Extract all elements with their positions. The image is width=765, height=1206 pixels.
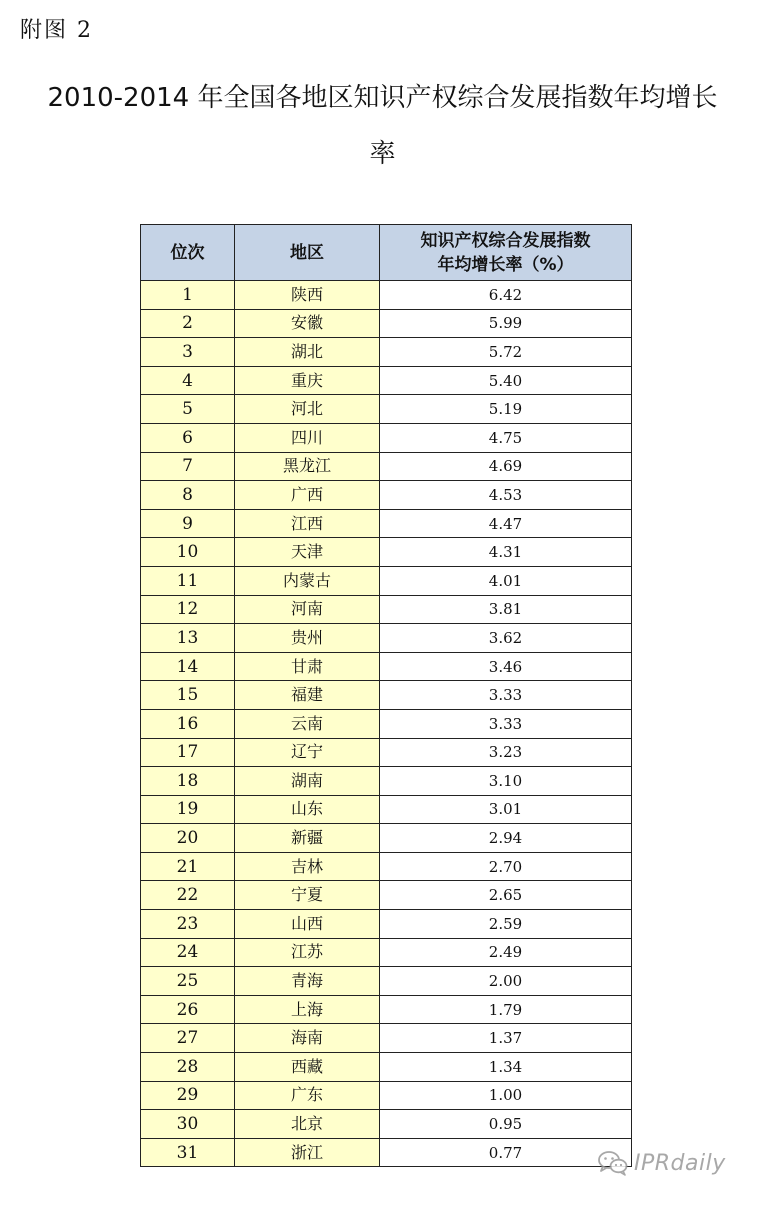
- value-cell: 3.46: [380, 652, 632, 681]
- table-row: [141, 395, 632, 424]
- region-cell: 山西: [235, 910, 380, 939]
- rank-cell: 19: [141, 795, 235, 824]
- region-cell: 湖北: [235, 338, 380, 367]
- rank-cell: 13: [141, 624, 235, 653]
- region-cell: 浙江: [235, 1138, 380, 1167]
- region-cell: 湖南: [235, 767, 380, 796]
- region-cell: 广西: [235, 481, 380, 510]
- region-cell: 内蒙古: [235, 566, 380, 595]
- value-cell: 3.10: [380, 767, 632, 796]
- rank-cell: 15: [141, 681, 235, 710]
- rank-cell: 11: [141, 566, 235, 595]
- rank-cell: 5: [141, 395, 235, 424]
- table-row: [141, 1024, 632, 1053]
- value-cell: 6.42: [380, 281, 632, 310]
- rank-cell: 31: [141, 1138, 235, 1167]
- region-cell: 黑龙江: [235, 452, 380, 481]
- region-cell: 陕西: [235, 281, 380, 310]
- table-row: [141, 1053, 632, 1082]
- value-cell: 2.00: [380, 967, 632, 996]
- growth-rate-table: [140, 224, 632, 1167]
- table-row: [141, 338, 632, 367]
- region-cell: 吉林: [235, 852, 380, 881]
- table-row: [141, 709, 632, 738]
- table-row: [141, 566, 632, 595]
- region-cell: 安徽: [235, 309, 380, 338]
- value-cell: 5.72: [380, 338, 632, 367]
- watermark: [598, 1150, 726, 1176]
- table-row: [141, 910, 632, 939]
- value-cell: 4.69: [380, 452, 632, 481]
- region-cell: 重庆: [235, 366, 380, 395]
- value-cell: 3.33: [380, 681, 632, 710]
- rank-cell: 7: [141, 452, 235, 481]
- rank-cell: 8: [141, 481, 235, 510]
- table-row: [141, 538, 632, 567]
- rank-cell: 17: [141, 738, 235, 767]
- table-row: [141, 1081, 632, 1110]
- table-row: [141, 938, 632, 967]
- region-cell: 云南: [235, 709, 380, 738]
- region-cell: 河南: [235, 595, 380, 624]
- region-cell: 江西: [235, 509, 380, 538]
- rank-cell: 27: [141, 1024, 235, 1053]
- wechat-icon: [598, 1150, 628, 1176]
- value-cell: 1.34: [380, 1053, 632, 1082]
- region-cell: 四川: [235, 423, 380, 452]
- value-cell: 2.65: [380, 881, 632, 910]
- value-cell: 2.94: [380, 824, 632, 853]
- value-cell: 5.40: [380, 366, 632, 395]
- rank-cell: 20: [141, 824, 235, 853]
- region-cell: 天津: [235, 538, 380, 567]
- region-cell: 海南: [235, 1024, 380, 1053]
- table-row: [141, 995, 632, 1024]
- value-cell: 3.33: [380, 709, 632, 738]
- table-row: [141, 309, 632, 338]
- rank-cell: 9: [141, 509, 235, 538]
- value-cell: 4.31: [380, 538, 632, 567]
- value-cell: 5.99: [380, 309, 632, 338]
- page-title: [0, 70, 765, 182]
- value-cell: 2.49: [380, 938, 632, 967]
- rank-cell: 4: [141, 366, 235, 395]
- region-cell: 宁夏: [235, 881, 380, 910]
- watermark-text: IPRdaily: [634, 1150, 726, 1176]
- rank-cell: 22: [141, 881, 235, 910]
- figure-label: 附图 2: [20, 18, 93, 43]
- region-cell: 甘肃: [235, 652, 380, 681]
- rank-cell: 3: [141, 338, 235, 367]
- header-value-line-2: 年均增长率（%）: [437, 254, 574, 275]
- region-cell: 新疆: [235, 824, 380, 853]
- rank-cell: 16: [141, 709, 235, 738]
- table-row: [141, 852, 632, 881]
- rank-cell: 1: [141, 281, 235, 310]
- value-cell: 1.79: [380, 995, 632, 1024]
- table-row: [141, 1138, 632, 1167]
- value-cell: 4.53: [380, 481, 632, 510]
- region-cell: 江苏: [235, 938, 380, 967]
- header-value: [380, 225, 632, 281]
- value-cell: 5.19: [380, 395, 632, 424]
- value-cell: 3.81: [380, 595, 632, 624]
- table-row: [141, 652, 632, 681]
- rank-cell: 18: [141, 767, 235, 796]
- title-line-2: 率: [369, 139, 396, 169]
- table-row: [141, 881, 632, 910]
- value-cell: 3.62: [380, 624, 632, 653]
- table-row: [141, 624, 632, 653]
- table-row: [141, 595, 632, 624]
- rank-cell: 30: [141, 1110, 235, 1139]
- table-row: [141, 767, 632, 796]
- table-body: [141, 281, 632, 1167]
- rank-cell: 14: [141, 652, 235, 681]
- region-cell: 河北: [235, 395, 380, 424]
- region-cell: 辽宁: [235, 738, 380, 767]
- rank-cell: 6: [141, 423, 235, 452]
- region-cell: 北京: [235, 1110, 380, 1139]
- value-cell: 3.23: [380, 738, 632, 767]
- table-row: [141, 481, 632, 510]
- rank-cell: 10: [141, 538, 235, 567]
- value-cell: 1.37: [380, 1024, 632, 1053]
- header-region: 地区: [235, 225, 380, 281]
- table-row: [141, 967, 632, 996]
- title-line-1: 2010-2014 年全国各地区知识产权综合发展指数年均增长: [47, 83, 718, 113]
- rank-cell: 21: [141, 852, 235, 881]
- table-row: [141, 509, 632, 538]
- value-cell: 0.95: [380, 1110, 632, 1139]
- table-row: [141, 1110, 632, 1139]
- table-row: [141, 795, 632, 824]
- region-cell: 上海: [235, 995, 380, 1024]
- table-row: [141, 366, 632, 395]
- value-cell: 3.01: [380, 795, 632, 824]
- rank-cell: 29: [141, 1081, 235, 1110]
- rank-cell: 25: [141, 967, 235, 996]
- rank-cell: 2: [141, 309, 235, 338]
- table-row: [141, 738, 632, 767]
- value-cell: 0.77: [380, 1138, 632, 1167]
- table-row: [141, 281, 632, 310]
- header-rank: 位次: [141, 225, 235, 281]
- rank-cell: 28: [141, 1053, 235, 1082]
- rank-cell: 24: [141, 938, 235, 967]
- rank-cell: 26: [141, 995, 235, 1024]
- table-row: [141, 824, 632, 853]
- value-cell: 4.01: [380, 566, 632, 595]
- value-cell: 4.47: [380, 509, 632, 538]
- value-cell: 2.59: [380, 910, 632, 939]
- region-cell: 青海: [235, 967, 380, 996]
- region-cell: 山东: [235, 795, 380, 824]
- table-header-row: [141, 225, 632, 281]
- table-row: [141, 452, 632, 481]
- region-cell: 贵州: [235, 624, 380, 653]
- value-cell: 1.00: [380, 1081, 632, 1110]
- region-cell: 福建: [235, 681, 380, 710]
- header-value-line-1: 知识产权综合发展指数: [420, 230, 591, 251]
- rank-cell: 23: [141, 910, 235, 939]
- value-cell: 2.70: [380, 852, 632, 881]
- value-cell: 4.75: [380, 423, 632, 452]
- rank-cell: 12: [141, 595, 235, 624]
- region-cell: 广东: [235, 1081, 380, 1110]
- table-row: [141, 681, 632, 710]
- region-cell: 西藏: [235, 1053, 380, 1082]
- table-row: [141, 423, 632, 452]
